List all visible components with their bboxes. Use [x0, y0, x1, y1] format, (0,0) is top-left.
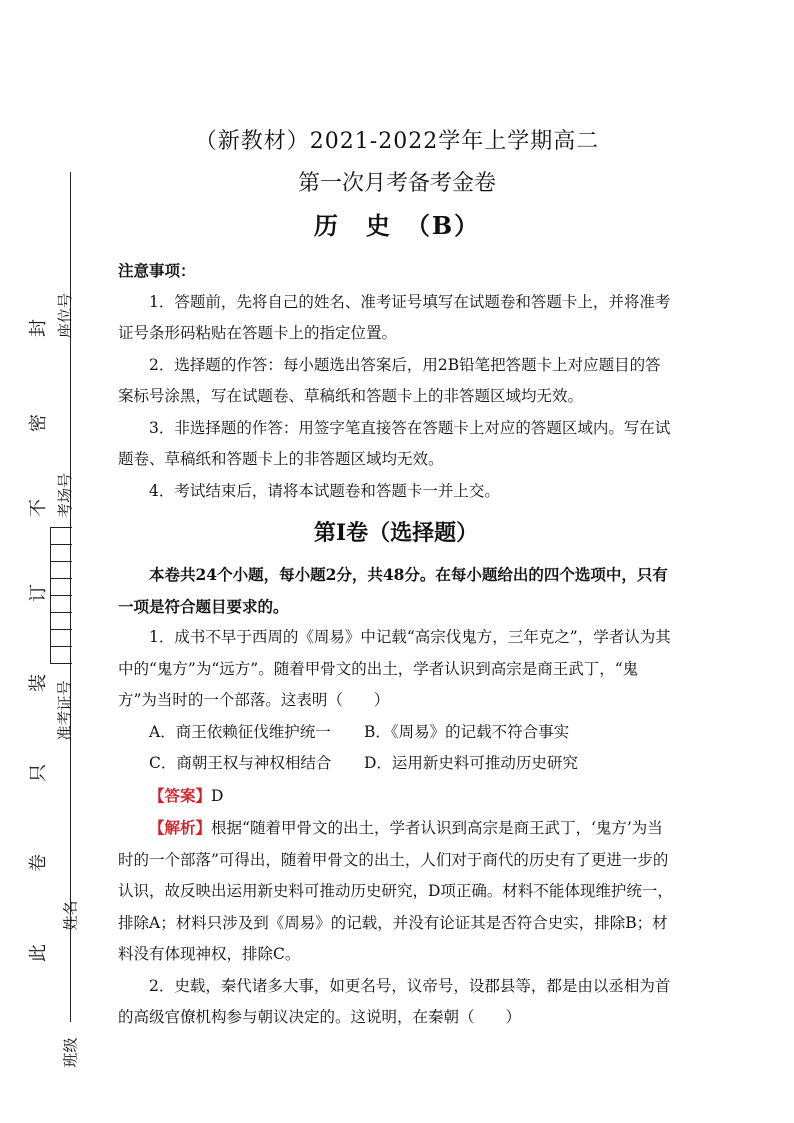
binding-char-mi: 密 [28, 414, 49, 432]
option-b: B．《周易》的记载不符合事实 [364, 722, 570, 741]
option-a: A．商王依赖征伐维护统一 [149, 722, 331, 741]
analysis-text: 根据“随着甲骨文的出土，学者认识到高宗是商王武丁，‘鬼方’为当时的一个部落”可得出，随着甲骨文的出土，人们对于商代的历史有了更进一步的认识，故反映出运用新史料可推动历史研究，D项正确。材料不能体现维护统一，排除A；材料只涉及到《周易》的记载，并没有论证其是否符合史实，排除B；材料没有体现神权，排除C。 [118, 819, 673, 963]
binding-char-zhuang: 装 [28, 674, 49, 692]
question-1-options-row1 [118, 717, 674, 749]
analysis-label: 【解析】 [149, 818, 212, 837]
binding-char-ci: 此 [28, 944, 49, 962]
exam-room-label: 考场号 [56, 472, 75, 519]
question-1-options-row2 [118, 748, 674, 780]
subject-title: 历 史 （B） [313, 211, 481, 240]
answer-label: 【答案】 [149, 785, 212, 805]
question-2-stem: 2．史载，秦代诸多大事，如更名号，议帝号，设郡县等，都是由以丞相为首的高级官僚机构参与朝议决定的。这说明，在秦朝（ ） [118, 976, 671, 1026]
section-instruction: 本卷共24个小题，每小题2分，共48分。在每小题给出的四个选项中，只有一项是符合题目要求的。 [118, 565, 668, 616]
option-d: D．运用新史料可推动历史研究 [364, 754, 578, 772]
notice-title: 注意事项： [118, 261, 196, 280]
binding-char-feng: 封 [28, 319, 49, 337]
notice-item-4: 4．考试结束后，请将本试题卷和答题卡一并上交。 [149, 481, 500, 500]
option-c: C．商朝王权与神权相结合 [149, 754, 332, 772]
main-content [118, 255, 674, 1034]
class-label: 班级 [61, 1037, 80, 1068]
question-1-analysis [118, 812, 674, 971]
notice-item-3: 3．非选择题的作答：用签字笔直接答在答题卡上对应的答题区域内。写在试题卷、草稿纸和答题卡上的非答题区域均无效。 [118, 418, 671, 468]
binding-char-bu: 不 [28, 499, 49, 517]
exam-title-line2: 第一次月考备考金卷 [297, 171, 496, 196]
binding-char-ding: 订 [28, 584, 49, 602]
admission-number-label: 准考证号 [55, 680, 74, 741]
answer-value: D [211, 786, 224, 805]
notice-item-1: 1．答题前，先将自己的姓名、准考证号填写在试题卷和答题卡上，并将准考证号条形码粘贴在答题卡上的指定位置。 [118, 292, 671, 342]
name-label: 姓名 [61, 900, 80, 931]
section-title: 第Ⅰ卷（选择题） [313, 520, 479, 546]
question-1-stem: 1．成书不早于西周的《周易》中记载“高宗伐鬼方，三年克之”，学者认为其中的“鬼方”为“远方”。随着甲骨文的出土，学者认识到高宗是商王武丁，“鬼方”为当时的一个部落。这表明（ ） [118, 628, 671, 709]
seat-number-label: 座位号 [56, 292, 75, 339]
question-1-answer [118, 780, 674, 813]
binding-char-zhi: 只 [28, 764, 49, 782]
exam-title-line1: （新教材）2021-2022学年上学期高二 [194, 129, 600, 154]
notice-item-2: 2．选择题的作答：每小题选出答案后，用2B铅笔把答题卡上对应题目的答案标号涂黑，写在试题卷、草稿纸和答题卡上的非答题区域均无效。 [118, 355, 661, 405]
binding-char-juan: 卷 [28, 854, 49, 872]
